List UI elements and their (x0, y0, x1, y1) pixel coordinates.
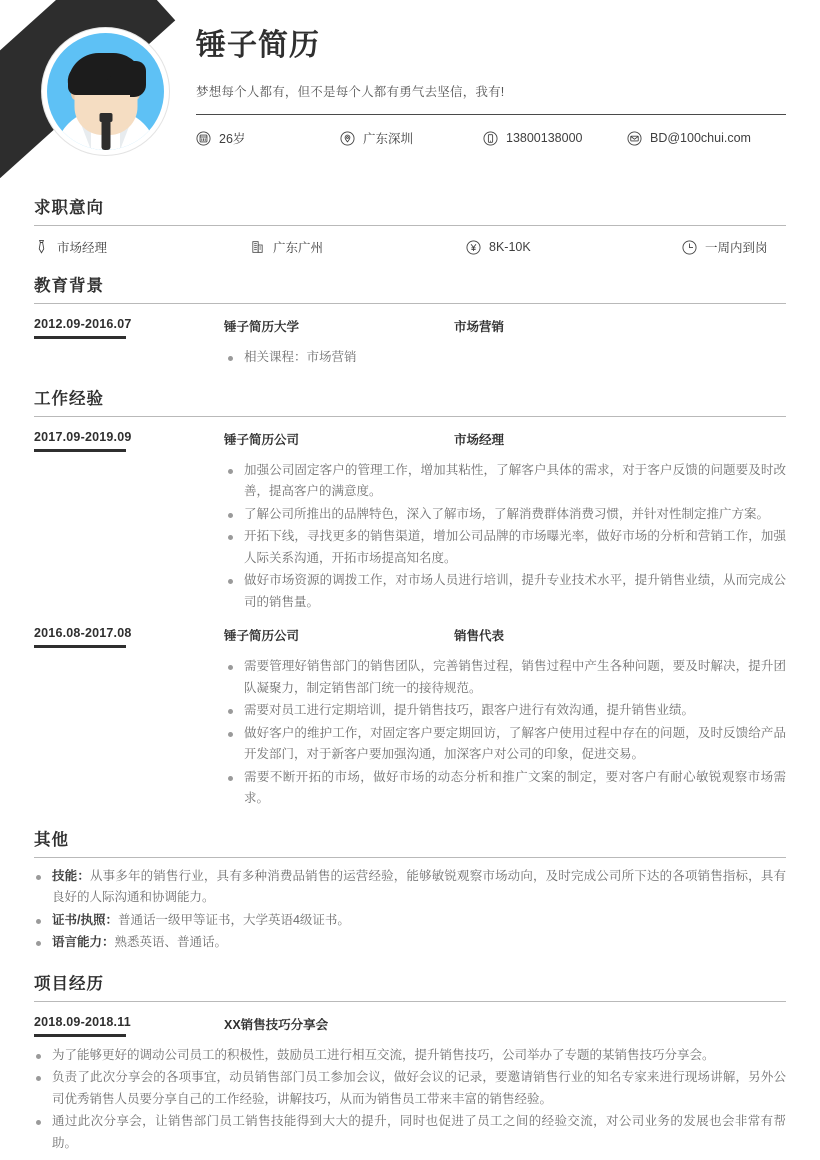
section-work-experience (34, 385, 786, 810)
list-item: 相关课程：市场营销 (226, 347, 786, 369)
avatar (42, 28, 169, 155)
other-label: 技能： (52, 868, 90, 883)
list-item: 做好客户的维护工作，对固定客户要定期回访，了解客户使用过程中存在的问题，及时反馈给产品开发部门，对于新客户要加强沟通，加深客户对公司的印象，促进交易。 (226, 723, 786, 766)
job-intention-row (34, 238, 786, 256)
intent-city (250, 238, 466, 256)
contact-location (340, 129, 483, 147)
intent-salary-text: 8K-10K (489, 240, 531, 254)
work-entry-header (34, 626, 786, 648)
location-pin-icon (340, 131, 355, 146)
envelope-icon (627, 131, 642, 146)
section-rule (34, 225, 786, 226)
list-item: 通过此次分享会，让销售部门员工销售技能得到大大的提升，同时也促进了员工之间的经验交流，对公司业务的发展也会非常有帮助。 (34, 1111, 786, 1154)
resume-body (0, 194, 820, 1154)
candidate-name: 锤子简历 (196, 29, 320, 62)
candidate-slogan: 梦想每个人都有，但不是每个人都有勇气去坚信，我有! (196, 85, 505, 99)
section-rule (34, 857, 786, 858)
contact-list (196, 129, 786, 147)
list-item: 负责了此次分享会的各项事宜，动员销售部门员工参加会议，做好会议的记录，要邀请销售行业的知名专家来进行现场讲解，另外公司优秀销售人员要分享自己的工作经验，讲解技巧，从而为销售员工带来丰富的销售经验。 (34, 1067, 786, 1110)
education-entry-school: 锤子简历大学 (224, 320, 300, 334)
section-rule (34, 303, 786, 304)
work-bullet-list (226, 460, 786, 614)
section-title-education: 教育背景 (34, 277, 104, 295)
list-item: 了解公司所推出的品牌特色，深入了解市场，了解消费群体消费习惯，并针对性制定推广方案。 (226, 504, 786, 526)
section-title-project: 项目经历 (34, 974, 104, 993)
education-entry-major: 市场营销 (454, 320, 505, 334)
section-rule (34, 416, 786, 417)
building-icon (250, 239, 265, 255)
intent-availability-text: 一周内到岗 (705, 241, 768, 255)
mobile-phone-icon (483, 131, 498, 146)
project-entry-header (34, 1015, 786, 1037)
contact-age-text: 26岁 (219, 132, 246, 146)
list-item (34, 932, 786, 954)
list-item: 需要不断开拓的市场，做好市场的动态分析和推广文案的制定，要对客户有耐心敏锐观察市场需求。 (226, 767, 786, 810)
education-entry-header (34, 317, 786, 339)
section-title-other: 其他 (34, 830, 69, 849)
work-entry-date-col (34, 430, 224, 452)
date-underline (34, 336, 126, 339)
section-title-job-intention: 求职意向 (34, 199, 104, 217)
intent-salary (466, 240, 682, 255)
other-label: 语言能力： (52, 935, 115, 949)
list-item (34, 866, 786, 909)
list-item: 需要管理好销售部门的销售团队，完善销售过程，销售过程中产生各种问题，要及时解决，提升团队凝聚力，制定销售部门统一的接待规范。 (226, 656, 786, 699)
work-entry-date: 2016.08-2017.08 (34, 626, 132, 640)
other-label: 证书/执照： (52, 912, 118, 927)
calendar-icon (196, 131, 211, 146)
work-entry-role: 销售代表 (454, 629, 505, 643)
list-item: 做好市场资源的调拨工作，对市场人员进行培训，提升专业技术水平，提升销售业绩，从而完成公司的销售量。 (226, 570, 786, 613)
intent-position (34, 238, 250, 256)
project-entry-name: XX销售技巧分享会 (224, 1017, 329, 1032)
contact-email-text: BD@100chui.com (650, 131, 751, 145)
intent-availability (682, 238, 768, 256)
contact-phone (483, 131, 627, 146)
work-entry-date: 2017.09-2019.09 (34, 429, 132, 444)
project-entry-date: 2018.09-2018.11 (34, 1014, 131, 1029)
yuan-circle-icon (466, 240, 481, 255)
contact-phone-text: 13800138000 (506, 131, 583, 145)
work-entry-date-col (34, 626, 224, 648)
contact-age (196, 129, 340, 147)
work-bullet-list (226, 656, 786, 810)
section-project (34, 970, 786, 1155)
section-title-work: 工作经验 (34, 389, 104, 408)
resume-header (0, 0, 820, 178)
list-item: 需要对员工进行定期培训，提升销售技巧，跟客户进行有效沟通，提升销售业绩。 (226, 700, 786, 722)
date-underline (34, 449, 126, 452)
header-divider (196, 114, 786, 115)
contact-location-text: 广东深圳 (363, 132, 414, 146)
education-entry-date: 2012.09-2016.07 (34, 317, 132, 331)
work-entry-role: 市场经理 (454, 432, 505, 447)
project-entry-date-col (34, 1015, 224, 1037)
section-job-intention (34, 194, 786, 256)
other-text: 熟悉英语、普通话。 (114, 935, 228, 949)
intent-city-text: 广东广州 (273, 241, 324, 255)
list-item: 加强公司固定客户的管理工作，增加其粘性，了解客户具体的需求，对于客户反馈的问题要及时改善，提高客户的满意度。 (226, 460, 786, 503)
education-entry-date-col (34, 317, 224, 339)
education-bullet-list (226, 347, 786, 369)
section-rule (34, 1001, 786, 1002)
work-entry-company: 锤子简历公司 (224, 432, 300, 447)
work-entry-company: 锤子简历公司 (224, 629, 300, 643)
list-item (34, 910, 786, 932)
other-bullet-list (34, 866, 786, 954)
list-item: 为了能够更好的调动公司员工的积极性，鼓励员工进行相互交流，提升销售技巧，公司举办了专题的某销售技巧分享会。 (34, 1045, 786, 1067)
list-item: 开拓下线，寻找更多的销售渠道，增加公司品牌的市场曝光率，做好市场的分析和营销工作，加强人际关系沟通，开拓市场提高知名度。 (226, 526, 786, 569)
section-other (34, 826, 786, 954)
other-text: 普通话一级甲等证书，大学英语4级证书。 (117, 912, 350, 927)
work-entry-header (34, 430, 786, 452)
date-underline (34, 1034, 126, 1037)
necktie-icon (34, 239, 49, 255)
contact-email (627, 131, 751, 146)
intent-position-text: 市场经理 (57, 241, 108, 255)
header-text-block (196, 28, 786, 147)
date-underline (34, 645, 126, 648)
project-bullet-list (34, 1045, 786, 1155)
clock-icon (682, 240, 697, 255)
section-education (34, 272, 786, 369)
other-text: 从事多年的销售行业，具有多种消费品销售的运营经验，能够敏锐观察市场动向，及时完成公司所下达的各项销售指标，具有良好的人际沟通和协调能力。 (52, 868, 786, 904)
